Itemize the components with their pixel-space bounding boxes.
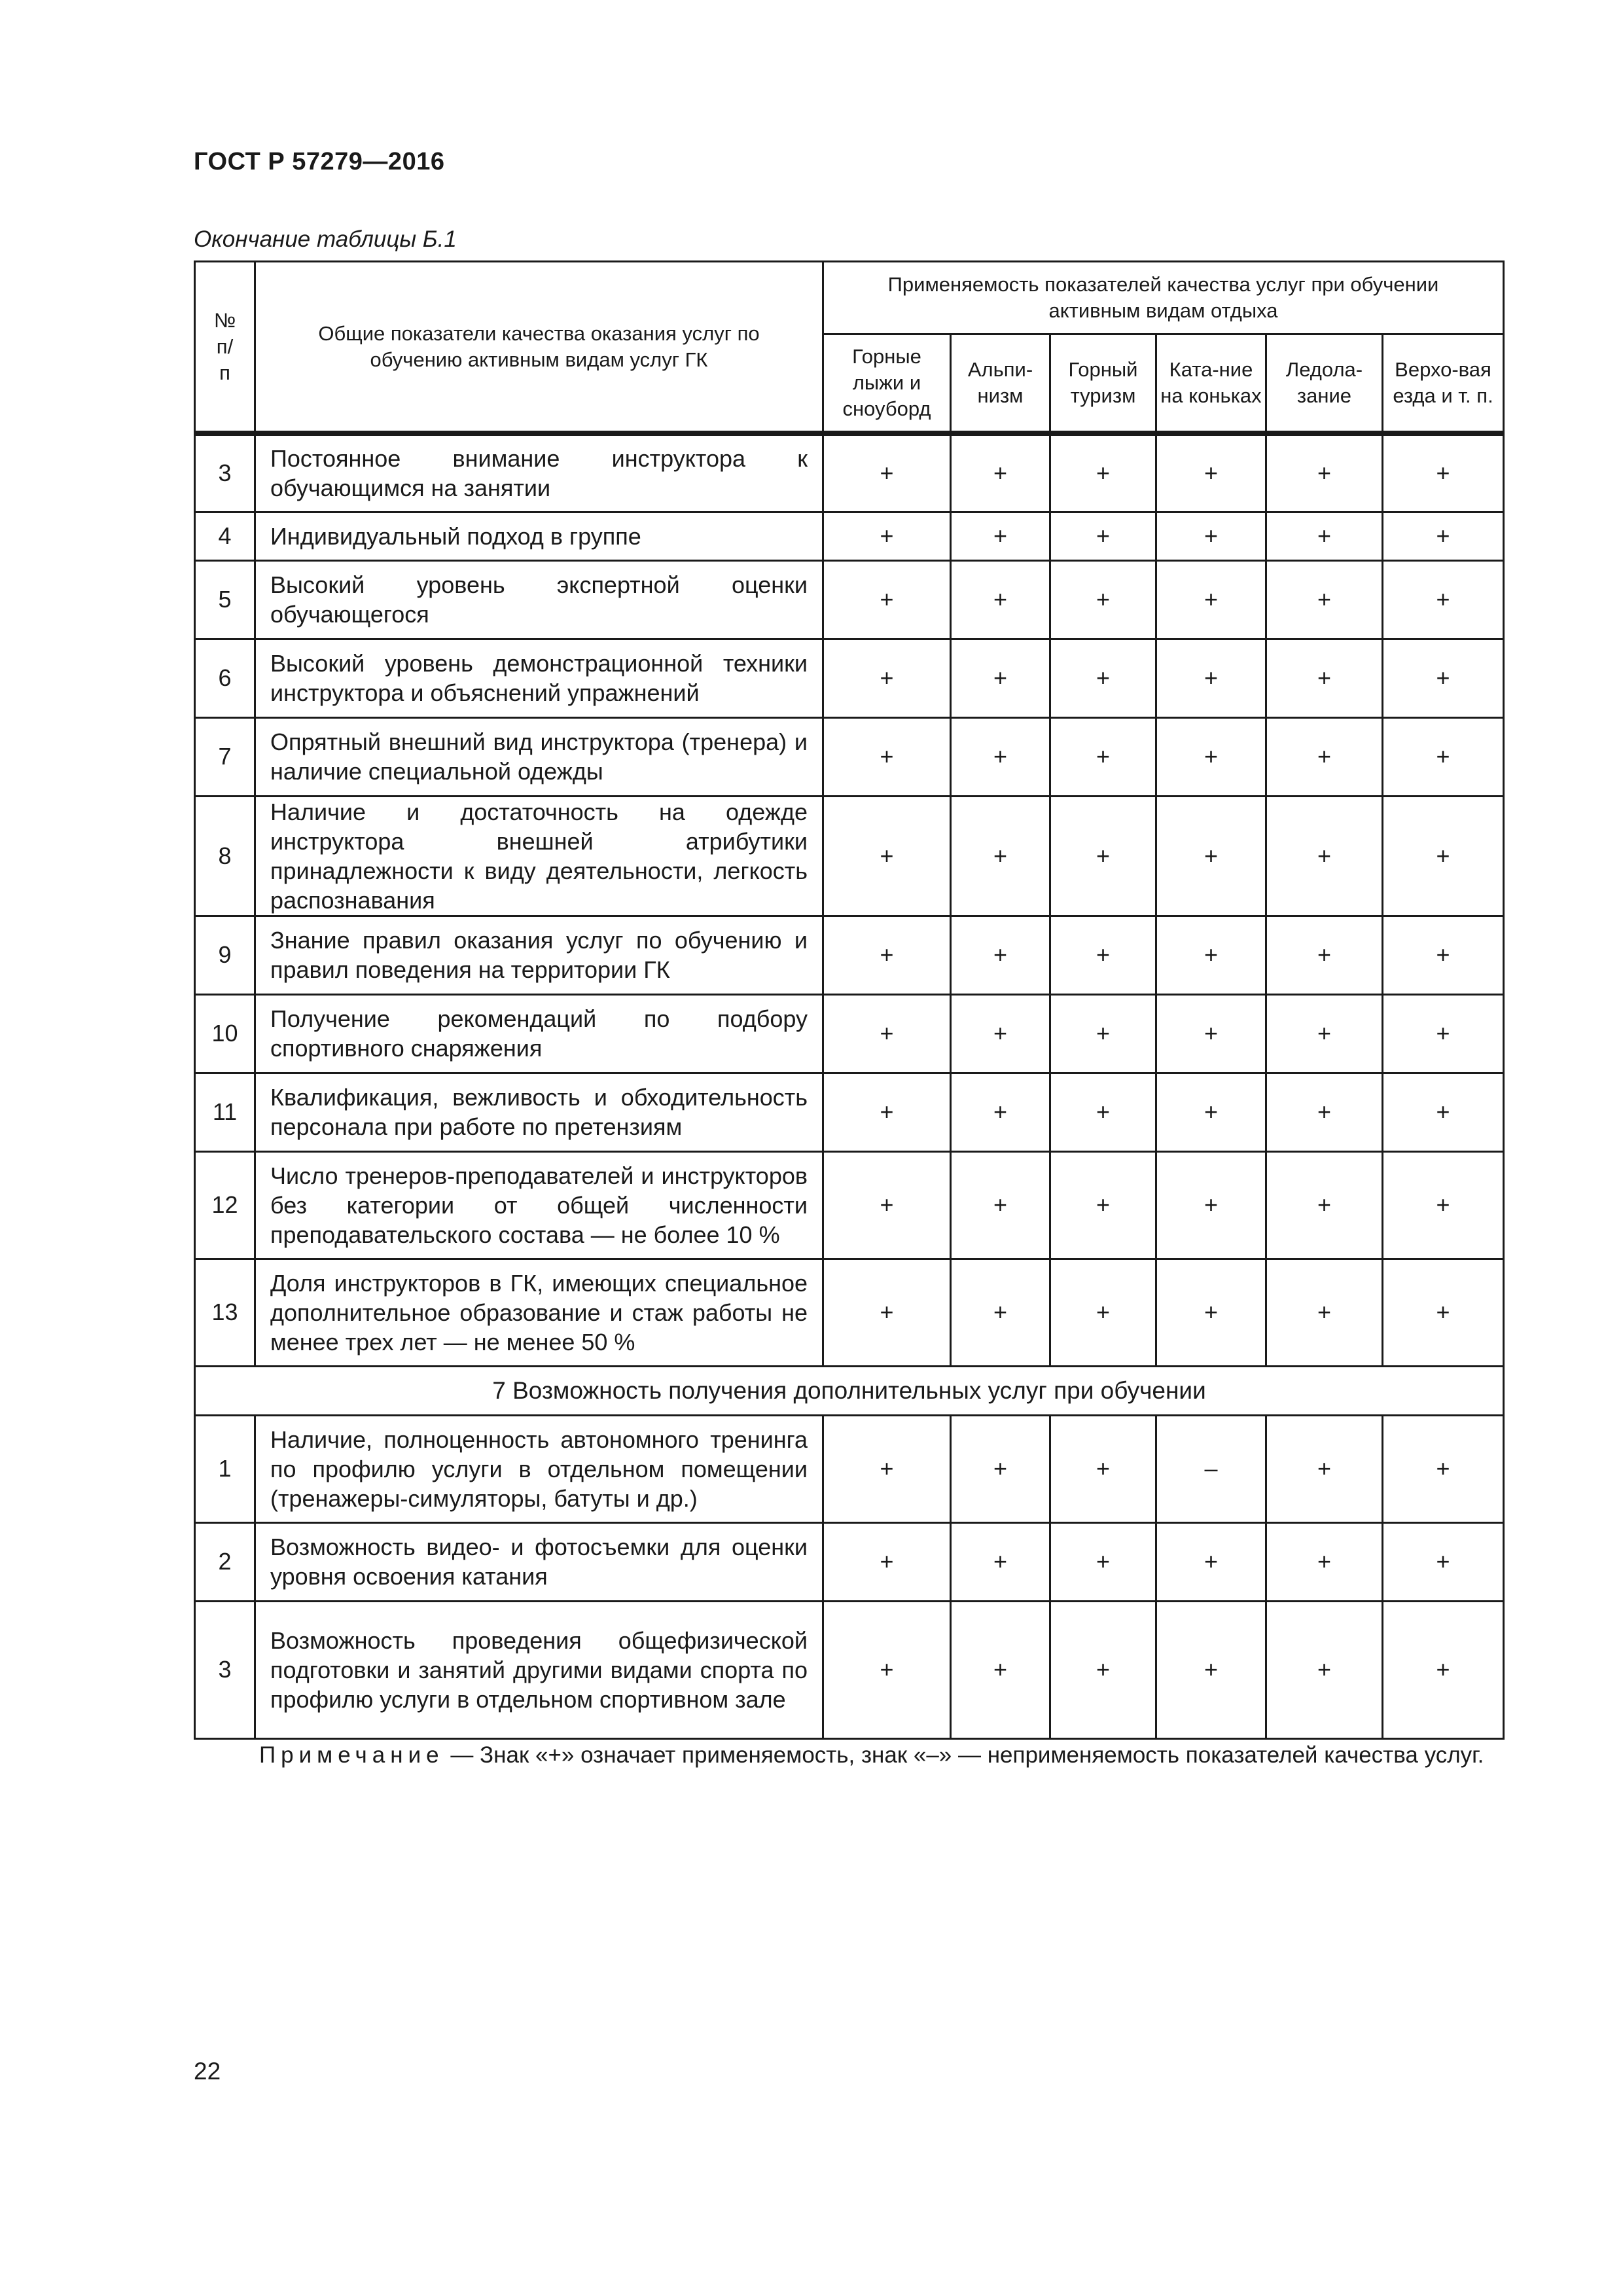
applicability-mark: + xyxy=(951,717,1050,796)
table-row xyxy=(195,1259,1504,1366)
table-row xyxy=(195,1601,1504,1738)
row-number: 4 xyxy=(195,512,255,560)
applicability-mark: + xyxy=(951,796,1050,916)
applicability-mark: + xyxy=(1050,994,1156,1073)
header-activity: Ледола-зание xyxy=(1266,334,1383,434)
applicability-mark: + xyxy=(1050,1522,1156,1601)
applicability-mark: + xyxy=(1266,916,1383,994)
row-number: 13 xyxy=(195,1259,255,1366)
applicability-mark: + xyxy=(823,560,951,639)
header-indicator: Общие показатели качества оказания услуг по обучению активным видам услуг ГК xyxy=(255,262,823,434)
row-indicator-text: Возможность проведения общефизической подготовки и занятий другими видами спорта по профилю услуги в отдельном спортивном зале xyxy=(255,1601,823,1738)
applicability-mark: + xyxy=(1156,1601,1266,1738)
applicability-mark: + xyxy=(1050,512,1156,560)
applicability-mark: + xyxy=(1156,994,1266,1073)
page-number: 22 xyxy=(194,2058,221,2085)
applicability-mark: + xyxy=(1383,916,1504,994)
section-row xyxy=(195,1366,1504,1415)
row-indicator-text: Высокий уровень демонстрационной техники инструктора и объяснений упражнений xyxy=(255,639,823,717)
applicability-mark: + xyxy=(1266,560,1383,639)
applicability-mark: + xyxy=(1156,639,1266,717)
applicability-mark: + xyxy=(1050,433,1156,512)
applicability-mark: + xyxy=(1156,796,1266,916)
applicability-mark: + xyxy=(823,639,951,717)
applicability-mark: + xyxy=(951,433,1050,512)
applicability-mark: + xyxy=(823,512,951,560)
row-indicator-text: Высокий уровень экспертной оценки обучающегося xyxy=(255,560,823,639)
table-row xyxy=(195,1415,1504,1522)
applicability-mark: + xyxy=(1383,717,1504,796)
row-indicator-text: Опрятный внешний вид инструктора (тренера) и наличие специальной одежды xyxy=(255,717,823,796)
applicability-mark: + xyxy=(1050,560,1156,639)
applicability-mark: + xyxy=(823,916,951,994)
header-activity: Ката-ние на коньках xyxy=(1156,334,1266,434)
header-activity: Горные лыжи и сноуборд xyxy=(823,334,951,434)
header-num: № п/п xyxy=(195,262,255,434)
applicability-mark: + xyxy=(1050,1601,1156,1738)
applicability-mark: + xyxy=(1050,1415,1156,1522)
applicability-mark: + xyxy=(1383,1151,1504,1259)
quality-indicators-table xyxy=(194,260,1505,1740)
table-row xyxy=(195,433,1504,512)
applicability-mark: + xyxy=(1156,1151,1266,1259)
row-indicator-text: Возможность видео- и фотосъемки для оценки уровня освоения катания xyxy=(255,1522,823,1601)
header-activity: Альпи-низм xyxy=(951,334,1050,434)
header-activity: Верхо-вая езда и т. п. xyxy=(1383,334,1504,434)
applicability-mark: + xyxy=(823,1073,951,1151)
applicability-mark: + xyxy=(1050,1259,1156,1366)
applicability-mark: + xyxy=(1156,433,1266,512)
applicability-mark: + xyxy=(951,1259,1050,1366)
applicability-mark: + xyxy=(951,512,1050,560)
applicability-mark: + xyxy=(1266,433,1383,512)
applicability-mark: + xyxy=(1050,1151,1156,1259)
applicability-mark: + xyxy=(1156,512,1266,560)
applicability-mark: + xyxy=(1383,1415,1504,1522)
note-text: — Знак «+» означает применяемость, знак «–» — неприменяемость показателей качества услуг. xyxy=(444,1742,1484,1768)
applicability-mark: + xyxy=(823,433,951,512)
applicability-mark: + xyxy=(1266,1151,1383,1259)
table-row xyxy=(195,512,1504,560)
applicability-mark: + xyxy=(1266,1601,1383,1738)
table-row xyxy=(195,1522,1504,1601)
row-number: 7 xyxy=(195,717,255,796)
applicability-mark: + xyxy=(823,1415,951,1522)
applicability-mark: + xyxy=(951,916,1050,994)
header-applicability-group: Применяемость показателей качества услуг при обучении активным видам отдыха xyxy=(823,262,1504,334)
applicability-mark: + xyxy=(1050,717,1156,796)
applicability-mark: + xyxy=(1266,639,1383,717)
applicability-mark: + xyxy=(1266,1259,1383,1366)
row-number: 2 xyxy=(195,1522,255,1601)
applicability-mark: + xyxy=(1383,560,1504,639)
applicability-mark: + xyxy=(1383,1073,1504,1151)
row-number: 5 xyxy=(195,560,255,639)
applicability-mark: + xyxy=(823,1522,951,1601)
applicability-mark: + xyxy=(1266,512,1383,560)
table-row xyxy=(195,994,1504,1073)
applicability-mark: + xyxy=(823,796,951,916)
row-number: 3 xyxy=(195,1601,255,1738)
row-number: 11 xyxy=(195,1073,255,1151)
row-indicator-text: Индивидуальный подход в группе xyxy=(255,512,823,560)
applicability-mark: + xyxy=(1156,717,1266,796)
applicability-mark: + xyxy=(951,1415,1050,1522)
row-indicator-text: Наличие и достаточность на одежде инструктора внешней атрибутики принадлежности к виду деятельности, легкость распознавания xyxy=(255,796,823,916)
row-indicator-text: Получение рекомендаций по подбору спортивного снаряжения xyxy=(255,994,823,1073)
applicability-mark: + xyxy=(1383,1601,1504,1738)
applicability-mark: + xyxy=(951,639,1050,717)
applicability-mark: + xyxy=(823,1151,951,1259)
row-indicator-text: Квалификация, вежливость и обходительность персонала при работе по претензиям xyxy=(255,1073,823,1151)
applicability-mark: – xyxy=(1156,1415,1266,1522)
row-number: 9 xyxy=(195,916,255,994)
applicability-mark: + xyxy=(1383,994,1504,1073)
applicability-mark: + xyxy=(823,994,951,1073)
row-indicator-text: Постоянное внимание инструктора к обучающимся на занятии xyxy=(255,433,823,512)
applicability-mark: + xyxy=(1383,796,1504,916)
header-activity: Горный туризм xyxy=(1050,334,1156,434)
row-indicator-text: Знание правил оказания услуг по обучению и правил поведения на территории ГК xyxy=(255,916,823,994)
applicability-mark: + xyxy=(951,1601,1050,1738)
table-note xyxy=(194,1740,1503,1771)
applicability-mark: + xyxy=(951,994,1050,1073)
row-number: 8 xyxy=(195,796,255,916)
applicability-mark: + xyxy=(1266,1073,1383,1151)
row-number: 10 xyxy=(195,994,255,1073)
applicability-mark: + xyxy=(823,1259,951,1366)
applicability-mark: + xyxy=(1156,560,1266,639)
applicability-mark: + xyxy=(1050,1073,1156,1151)
applicability-mark: + xyxy=(1156,1073,1266,1151)
row-number: 1 xyxy=(195,1415,255,1522)
applicability-mark: + xyxy=(823,1601,951,1738)
row-indicator-text: Число тренеров-преподавателей и инструкторов без категории от общей численности преподавательского состава — не более 10 % xyxy=(255,1151,823,1259)
applicability-mark: + xyxy=(1050,796,1156,916)
table-row xyxy=(195,560,1504,639)
row-indicator-text: Доля инструкторов в ГК, имеющих специальное дополнительное образование и стаж работы не менее трех лет — не менее 50 % xyxy=(255,1259,823,1366)
applicability-mark: + xyxy=(1383,512,1504,560)
section-title: 7 Возможность получения дополнительных услуг при обучении xyxy=(195,1366,1504,1415)
table-row xyxy=(195,1151,1504,1259)
table-row xyxy=(195,796,1504,916)
applicability-mark: + xyxy=(1383,1259,1504,1366)
applicability-mark: + xyxy=(1383,433,1504,512)
table-caption: Окончание таблицы Б.1 xyxy=(194,226,457,252)
applicability-mark: + xyxy=(1266,717,1383,796)
standard-code: ГОСТ Р 57279—2016 xyxy=(194,148,445,175)
applicability-mark: + xyxy=(1266,994,1383,1073)
applicability-mark: + xyxy=(951,1151,1050,1259)
applicability-mark: + xyxy=(1266,1415,1383,1522)
applicability-mark: + xyxy=(951,1073,1050,1151)
note-label: Примечание xyxy=(259,1742,444,1768)
applicability-mark: + xyxy=(1156,1259,1266,1366)
applicability-mark: + xyxy=(823,717,951,796)
applicability-mark: + xyxy=(1383,639,1504,717)
applicability-mark: + xyxy=(1156,1522,1266,1601)
table-row xyxy=(195,1073,1504,1151)
row-number: 3 xyxy=(195,433,255,512)
applicability-mark: + xyxy=(1383,1522,1504,1601)
applicability-mark: + xyxy=(951,560,1050,639)
table-row xyxy=(195,717,1504,796)
applicability-mark: + xyxy=(1266,1522,1383,1601)
applicability-mark: + xyxy=(951,1522,1050,1601)
table-row xyxy=(195,916,1504,994)
table-row xyxy=(195,639,1504,717)
applicability-mark: + xyxy=(1266,796,1383,916)
applicability-mark: + xyxy=(1050,916,1156,994)
row-number: 6 xyxy=(195,639,255,717)
row-number: 12 xyxy=(195,1151,255,1259)
applicability-mark: + xyxy=(1156,916,1266,994)
row-indicator-text: Наличие, полноценность автономного тренинга по профилю услуги в отдельном помещении (тренажеры-симуляторы, батуты и др.) xyxy=(255,1415,823,1522)
applicability-mark: + xyxy=(1050,639,1156,717)
